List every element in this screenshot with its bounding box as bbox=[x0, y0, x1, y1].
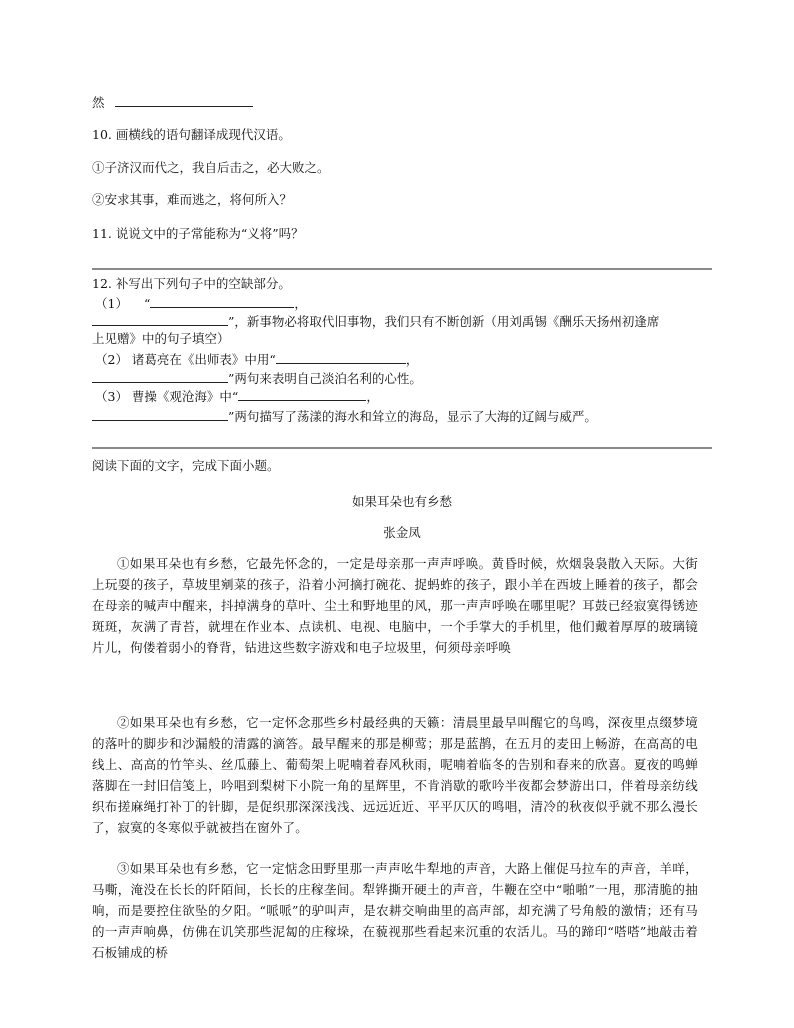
item-3-text: （3） 曹操《观沧海》中“ bbox=[95, 389, 239, 404]
q10-sentence-2: ②安求其事，难而逃之，将何所入？ bbox=[92, 192, 293, 207]
answer-blank[interactable] bbox=[238, 388, 366, 401]
q9-tail-text: 然 bbox=[92, 95, 105, 110]
answer-blank[interactable] bbox=[92, 408, 228, 421]
q12-stem: 12. 补写出下列句子中的空缺部分。 bbox=[92, 276, 291, 291]
answer-blank[interactable] bbox=[276, 351, 406, 364]
item-number: （1） bbox=[95, 296, 128, 311]
q10-stem: 10. 画横线的语句翻译成现代汉语。 bbox=[92, 127, 291, 142]
answer-blank[interactable] bbox=[115, 94, 253, 107]
reading-instruction: 阅读下面的文字，完成下面小题。 bbox=[92, 458, 280, 473]
q9-answer-line bbox=[92, 94, 253, 111]
passage-paragraph-2: ②如果耳朵也有乡愁，它一定怀念那些乡村最经典的天籁：清晨里最早叫醒它的鸟鸣，深夜里点缀梦境的落叶的脚步和沙漏般的清露的滴答。最早醒来的那是柳莺；那是蓝鹊，在五月的麦田上畅游，在高高的电线上、高高的竹竿头、丝瓜藤上、葡萄架上呢喃着春风秋雨，呢喃着临冬的告别和春来的欣喜。夏夜的鸣蝉落脚在一封旧信笺上，吟唱到梨树下小院一角的星辉里，不肯消歇的歌吟半夜都会梦游出口，伴着母亲纺线织布搓麻绳打补丁的针脚，是促织那深深浅浅、远远近近、平平仄仄的鸣唱，清冷的秋夜似乎就不那么漫长了，寂寞的冬寒似乎就被挡在窗外了。 bbox=[92, 715, 698, 835]
q10-sentence-1: ①子济汉而代之，我自后击之，必大败之。 bbox=[92, 160, 330, 175]
answer-blank[interactable] bbox=[92, 370, 228, 383]
answer-blank[interactable] bbox=[150, 295, 294, 308]
q12-item-3-continued bbox=[92, 408, 597, 425]
comma: ， bbox=[366, 389, 379, 404]
item-2-text-end: ”两句来表明自己淡泊名利的心性。 bbox=[228, 371, 422, 386]
q12-item-2-continued bbox=[92, 370, 422, 387]
passage-paragraph-1: ①如果耳朵也有乡愁，它最先怀念的，一定是母亲那一声声呼唤。黄昏时候，炊烟袅袅散入天际。大街上玩耍的孩子，草坡里剜菜的孩子，沿着小河摘打碗花、捉蚂蚱的孩子，跟小羊在西坡上睡着的孩子，都会在母亲的喊声中醒来，抖掉满身的草叶、尘土和野地里的风，那一声声呼唤在哪里呢？耳鼓已经寂寞得锈迹斑斑，灰满了青苔，就埋在作业本、点读机、电视、电脑中，一个手掌大的手机里，他们戴着厚厚的玻璃镜片儿，佝偻着弱小的脊背，钻进这些数字游戏和电子垃圾里，何须母亲呼唤 bbox=[92, 556, 698, 655]
passage-title: 如果耳朵也有乡愁 bbox=[351, 494, 452, 509]
answer-divider bbox=[92, 447, 712, 449]
q12-item-1 bbox=[95, 295, 307, 312]
q12-item-1-continued bbox=[92, 313, 659, 330]
comma: ， bbox=[294, 296, 307, 311]
answer-divider bbox=[92, 268, 712, 270]
item-1-text: ”，新事物必将取代旧事物，我们只有不断创新（用刘禹锡《酬乐天扬州初逢席 bbox=[228, 314, 660, 329]
item-3-text-end: ”两句描写了荡漾的海水和耸立的海岛，显示了大海的辽阔与威严。 bbox=[228, 409, 597, 424]
open-quote: “ bbox=[143, 296, 151, 311]
q12-item-2 bbox=[95, 351, 418, 368]
q12-item-3 bbox=[95, 388, 379, 405]
passage-author: 张金凤 bbox=[383, 525, 421, 540]
answer-blank[interactable] bbox=[92, 313, 228, 326]
passage-paragraph-3: ③如果耳朵也有乡愁，它一定惦念田野里那一声声吆牛犁地的声音，大路上催促马拉车的声音，羊咩，马嘶，淹没在长长的阡陌间，长长的庄稼垄间。犁铧撕开硬土的声音，牛鞭在空中“啪啪”一甩，那清脆的抽响，而是要控住欲坠的夕阳。“哌哌”的驴叫声，是农耕交响曲里的高声部，却充满了号角般的激情；还有马的一声声响鼻，仿佛在讥笑那些泥匐的庄稼垛，在藐视那些看起来沉重的农活儿。马的蹄印“嗒嗒”地敲击着石板铺成的桥 bbox=[92, 861, 698, 960]
comma: ， bbox=[405, 352, 419, 367]
q11-stem: 11. 说说文中的子常能称为“义将”吗？ bbox=[92, 226, 304, 241]
item-2-text: （2） 诸葛亮在《出师表》中用“ bbox=[95, 352, 276, 367]
q12-item-1-note: 上见赠》中的句子填空） bbox=[92, 331, 230, 346]
